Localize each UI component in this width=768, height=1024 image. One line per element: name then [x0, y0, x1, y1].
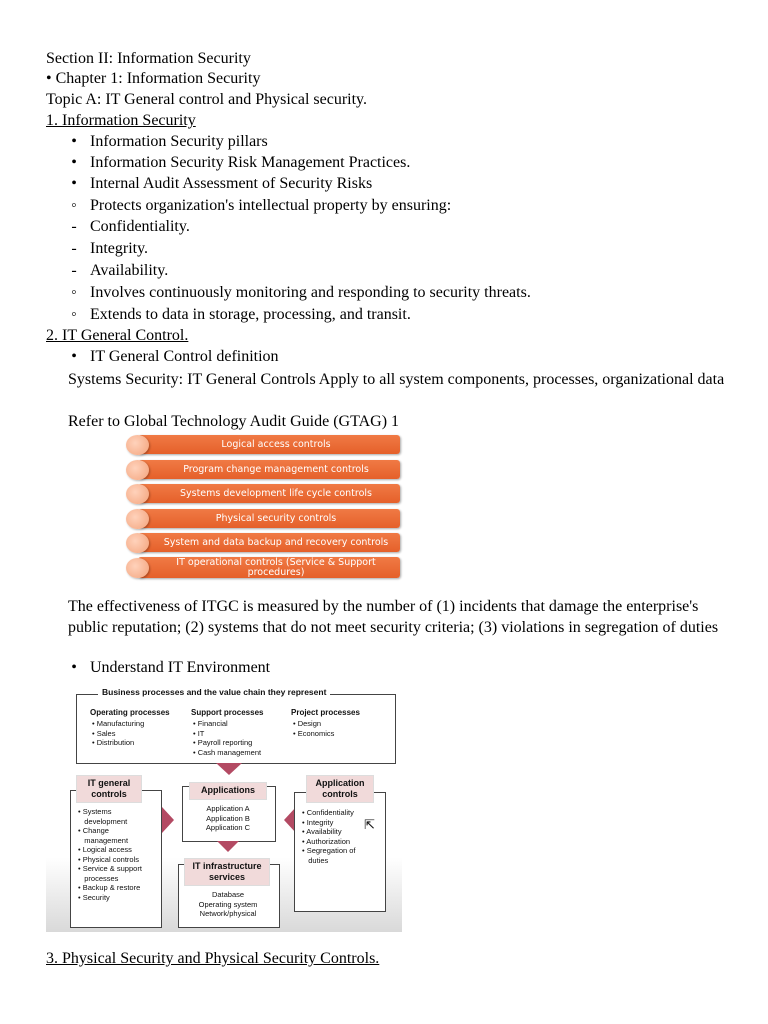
itgc-bar: Physical security controls [138, 509, 400, 528]
bullet-circle-icon [126, 509, 149, 529]
bullet-circle-icon [126, 460, 149, 480]
bullet-circle-icon [126, 484, 149, 504]
itgc-bar: Logical access controls [138, 435, 400, 454]
section-2-heading: 2. IT General Control. [46, 327, 189, 344]
project-processes-heading: Project processes [291, 708, 360, 717]
arrow-down-icon [216, 763, 242, 775]
applications-list: Application A Application B Application C [205, 804, 251, 832]
business-processes-title: Business processes and the value chain they represent [98, 688, 330, 698]
it-infrastructure-list: Database Operating system Network/physical [198, 890, 258, 918]
topic-title: Topic A: IT General control and Physical security. [46, 91, 368, 108]
it-general-controls-title: IT general controls [76, 775, 142, 803]
section-3-heading: 3. Physical Security and Physical Security Controls. [46, 950, 380, 967]
section-title: Section II: Information Security [46, 50, 251, 67]
itgc-controls-graphic [128, 434, 403, 580]
support-processes-list: • Financial • IT • Payroll reporting • Cash management [193, 719, 262, 757]
gtag-reference: Refer to Global Technology Audit Guide (GTAG) 1 [68, 413, 400, 430]
itgc-bar: Program change management controls [138, 460, 400, 479]
bullet-circle-icon [126, 533, 149, 553]
bullet-circle-icon [126, 435, 149, 455]
it-environment-diagram [46, 684, 402, 932]
itgc-bar: System and data backup and recovery controls [138, 533, 400, 552]
it-general-controls-list: • Systems development • Change management • Logical access • Physical controls • Service & support processes • Backup & restore • Security [78, 807, 142, 902]
section-1-heading: 1. Information Security [46, 112, 196, 129]
arrow-down-icon [217, 841, 239, 852]
application-controls-list: • Confidentiality • Integrity • Availability • Authorization • Segregation of duties [302, 808, 356, 865]
project-processes-list: • Design • Economics [293, 719, 335, 738]
chapter-title: • Chapter 1: Information Security [46, 70, 261, 87]
applications-title: Applications [189, 782, 267, 800]
arrow-right-icon [162, 807, 174, 833]
itgc-bar: Systems development life cycle controls [138, 484, 400, 503]
bullet-circle-icon [126, 558, 149, 578]
it-infrastructure-title: IT infrastructure services [184, 858, 270, 886]
application-controls-title: Application controls [306, 775, 374, 803]
mouse-cursor-icon: ⇱ [364, 817, 375, 832]
support-processes-heading: Support processes [191, 708, 264, 717]
operating-processes-list: • Manufacturing • Sales • Distribution [92, 719, 145, 747]
operating-processes-heading: Operating processes [90, 708, 170, 717]
itgc-bar: IT operational controls (Service & Support procedures) [138, 557, 400, 578]
itgc-definition: Systems Security: IT General Controls Apply to all system components, processes, organizational data [68, 371, 725, 388]
itgc-effectiveness: The effectiveness of ITGC is measured by the number of (1) incidents that damage the enterprise's public reputation; (2) systems that do not meet security criteria; (3) violations in segregation of duties [68, 598, 719, 636]
